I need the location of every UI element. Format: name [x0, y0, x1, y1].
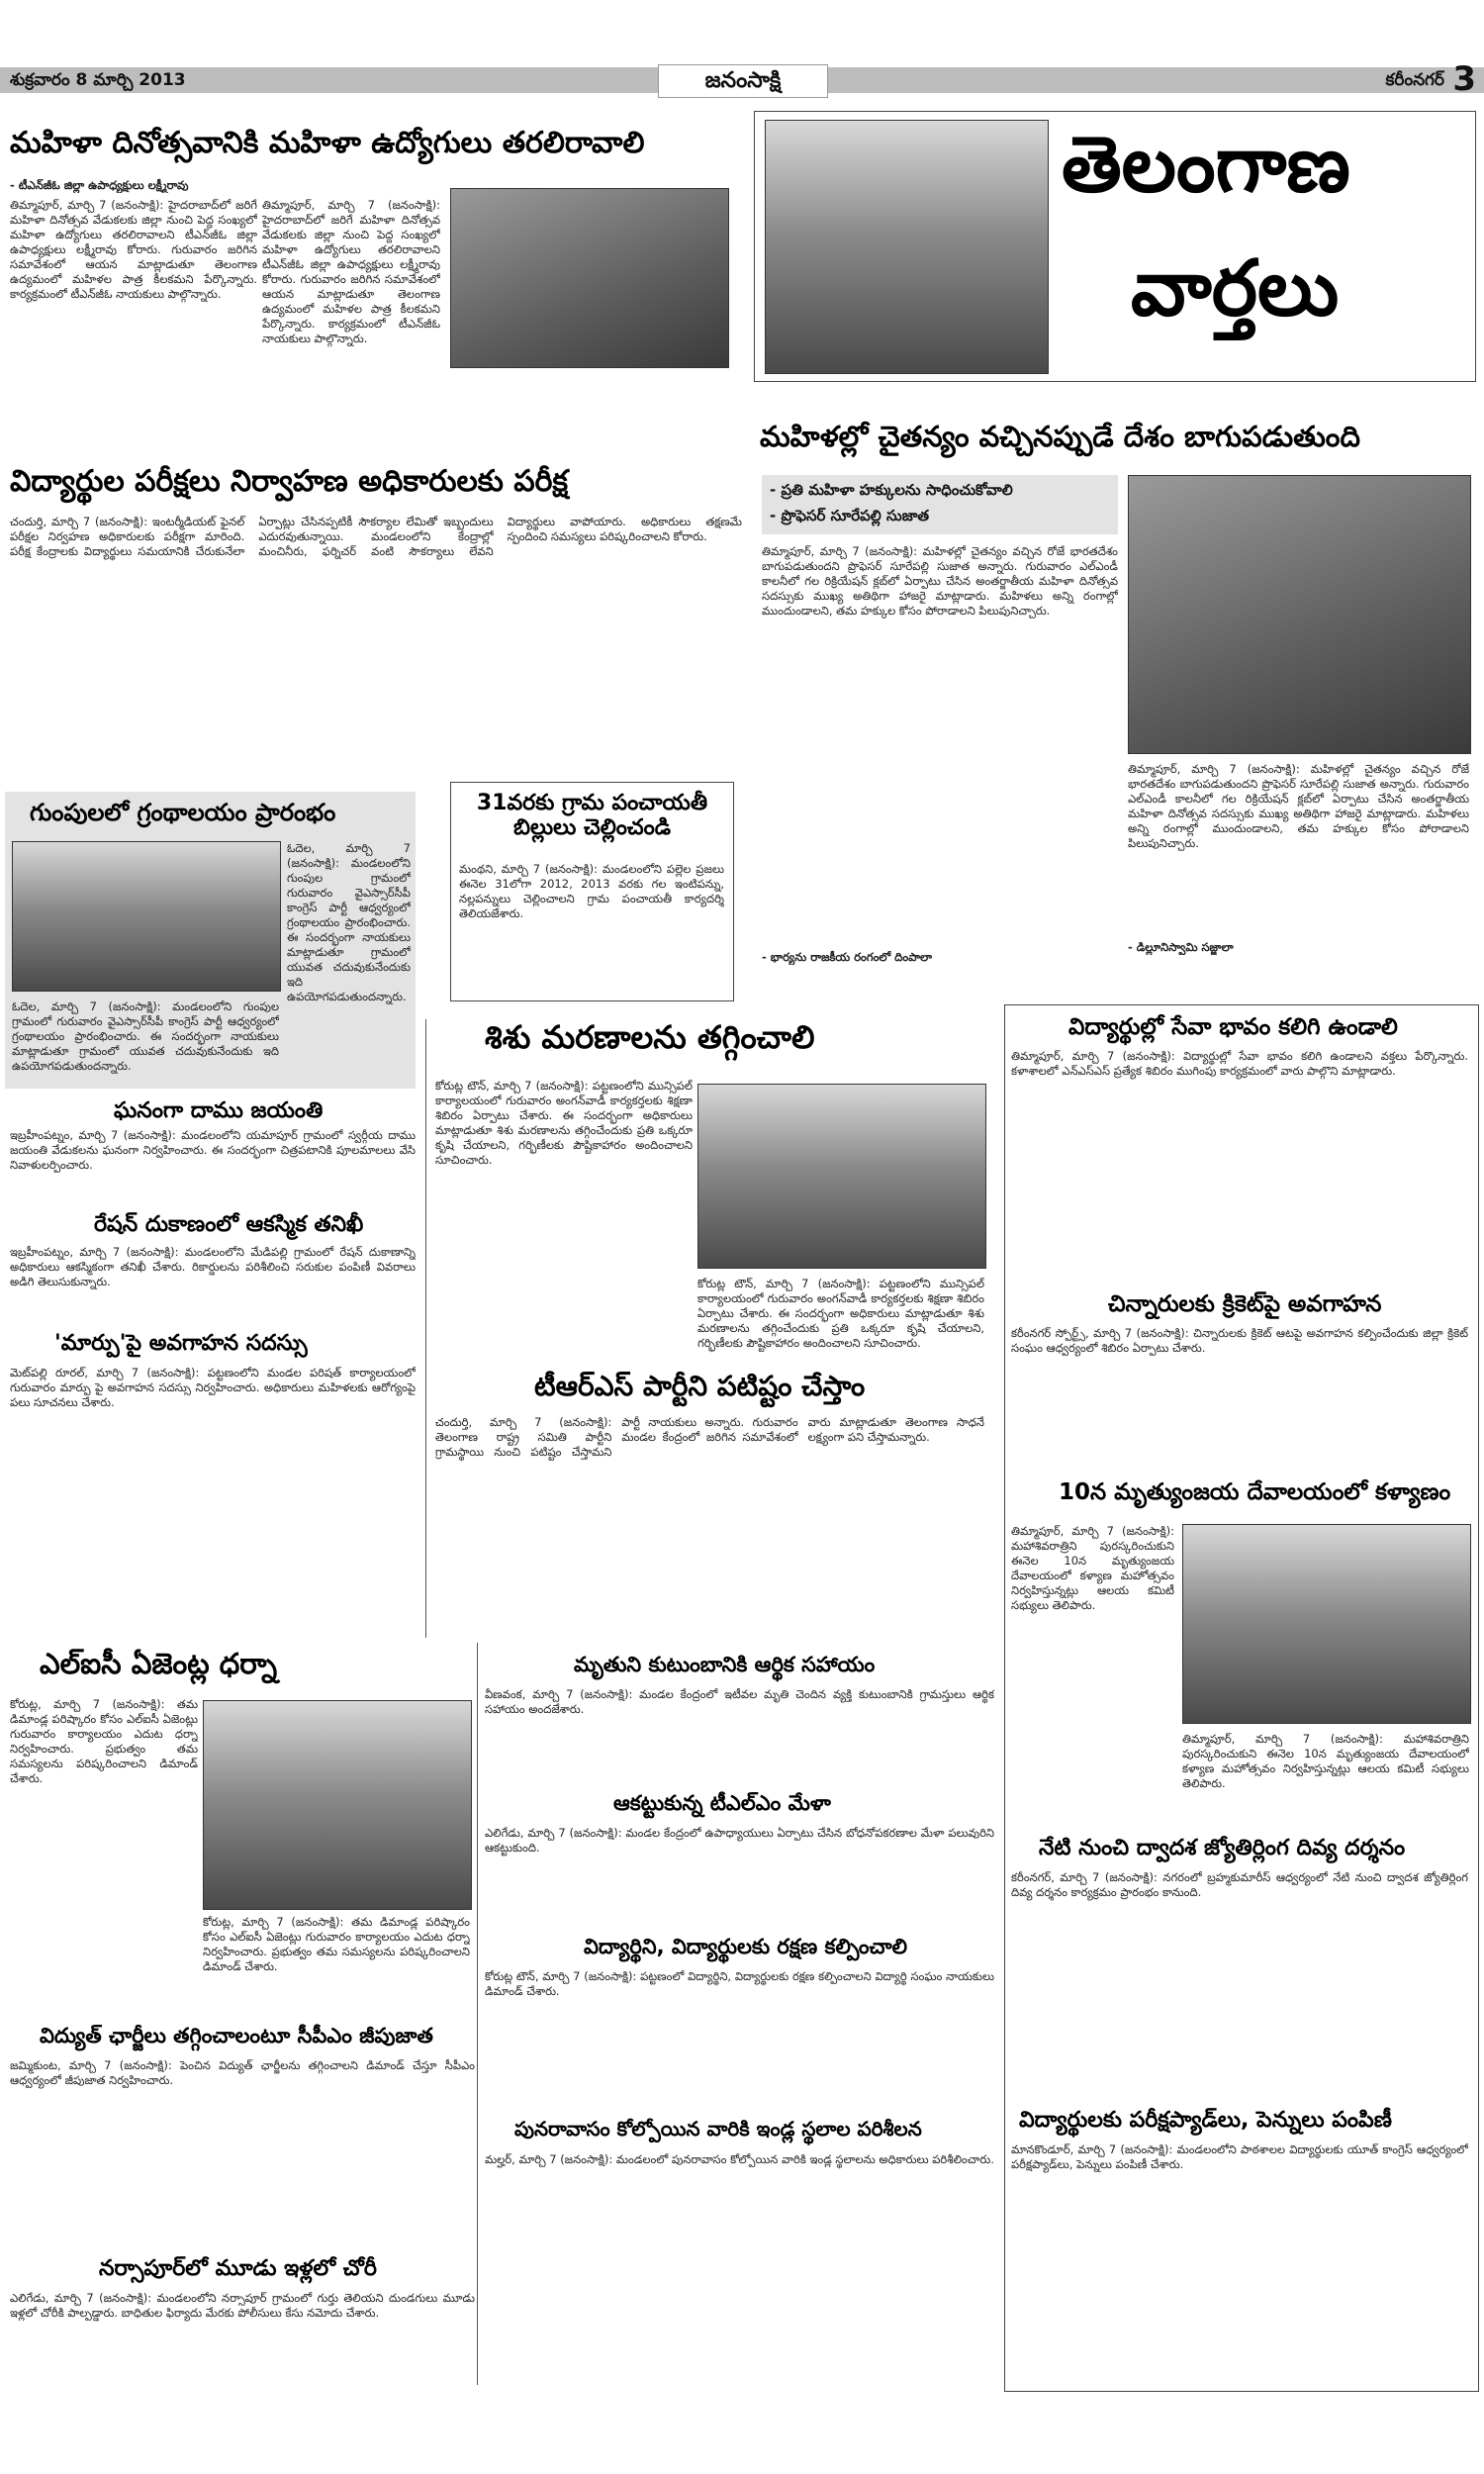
banner-title-line2: వార్తలు — [1131, 244, 1340, 333]
a3-bullets — [762, 475, 1118, 534]
headline-a11: విద్యార్థుల్లో సేవా భావం కలిగి ఉండాలి — [1068, 1014, 1398, 1040]
headline-a1: మహిళా దినోత్సవానికి మహిళా ఉద్యోగులు తరలిరావాలి — [10, 126, 645, 160]
body-a17: వీణవంక, మార్చి 7 (జనంసాక్షి): మండల కేంద్రంలో ఇటీవల మృతి చెందిన వ్యక్తి కుటుంబానికి గ్రామస్తులు ఆర్థిక సహాయం అందజేశారు. — [485, 1687, 994, 1716]
body-a22: ఎలిగేడు, మార్చి 7 (జనంసాక్షి): మండలంలోని నర్సాపూర్ గ్రామంలో గుర్తు తెలియని దుండగులు మూడు ఇళ్లలో చోరీకి పాల్పడ్డారు. బాధితుల ఫిర్యాదు మేరకు పోలీసులు కేసు నమోదు చేశారు. — [10, 2291, 475, 2320]
telangana-banner — [754, 111, 1476, 382]
photo-a4 — [12, 841, 281, 992]
body-a16-b: కోరుట్ల, మార్చి 7 (జనంసాక్షి): తమ డిమాండ్ల పరిష్కారం కోసం ఎల్ఐసీ ఏజెంట్లు గురువారం కార్యాలయం ఎదుట ధర్నా నిర్వహించారు. ప్రభుత్వం తమ సమస్యలను పరిష్కరించాలని డిమాండ్ చేశారు. — [203, 1915, 470, 1973]
body-a15: మానకొండూర్, మార్చి 7 (జనంసాక్షి): మండలంలోని పాఠశాలల విద్యార్థులకు యూత్ కాంగ్రెస్ ఆధ్వర్యంలో పరీక్షప్యాడ్‌లు, పెన్నులు పంపిణీ చేశారు. — [1011, 2142, 1468, 2171]
body-a1-cont: తిమ్మాపూర్, మార్చి 7 (జనంసాక్షి): హైదరాబాద్‌లో జరిగే మహిళా దినోత్సవ వేడుకలకు జిల్లా నుంచి పెద్ద సంఖ్యలో మహిళా ఉద్యోగులు తరలిరావాలని టీఎన్‌జీఓ జిల్లా ఉపాధ్యక్షులు లక్ష్మీరావు కోరారు. గురువారం జరిగిన సమావేశంలో ఆయన మాట్లాడుతూ తెలంగాణ ఉద్యమంలో మహిళల పాత్ర కీలకమని పేర్కొన్నారు. కార్యక్రమంలో టీఎన్‌జీఓ నాయకులు పాల్గొన్నారు. — [262, 198, 440, 345]
headline-a9: 'మార్పు'పై అవగాహన సదస్సు — [54, 1331, 308, 1356]
headline-a16: ఎల్ఐసీ ఏజెంట్ల ధర్నా — [40, 1647, 277, 1680]
headline-a17: మృతుని కుటుంబానికి ఆర్థిక సహాయం — [574, 1653, 876, 1676]
headline-a4: గుంపులలో గ్రంథాలయం ప్రారంభం — [30, 799, 336, 826]
body-a3-right: తిమ్మాపూర్, మార్చి 7 (జనంసాక్షి): మహిళల్లో చైతన్యం వచ్చిన రోజే భారతదేశం బాగుపడుతుందని ప్రొఫెసర్ సూరేపల్లి సుజాత అన్నారు. గురువారం ఎల్‌ఎండీ కాలనీలో గల రిక్రియేషన్ క్లబ్‌లో ఏర్పాటు చేసిన అంతర్జాతీయ మహిళా దినోత్సవ సదస్సుకు ముఖ్య అతిథిగా హాజరై మాట్లాడారు. మహిళలు అన్ని రంగాల్లో ముందుండాలని, తమ హక్కుల కోసం పోరాడాలని పిలుపునిచ్చారు. — [1128, 762, 1469, 850]
headline-a2: విద్యార్థుల పరీక్షలు నిర్వాహణ అధికారులకు పరీక్ష — [10, 464, 569, 499]
banner-title-line1: తెలంగాణ — [1062, 121, 1350, 210]
body-a4: ఓదెల, మార్చి 7 (జనంసాక్షి): మండలంలోని గుంపుల గ్రామంలో గురువారం వైఎస్సార్‌సీపీ కాంగ్రెస్ పార్టీ ఆధ్వర్యంలో గ్రంథాలయం ప్రారంభించారు. ఈ సందర్భంగా నాయకులు మాట్లాడుతూ గ్రామంలో యువత చదువుకునేందుకు ఇది ఉపయోగపడుతుందన్నారు. — [287, 841, 411, 1003]
body-a16: కోరుట్ల, మార్చి 7 (జనంసాక్షి): తమ డిమాండ్ల పరిష్కారం కోసం ఎల్ఐసీ ఏజెంట్లు గురువారం కార్యాలయం ఎదుట ధర్నా నిర్వహించారు. ప్రభుత్వం తమ సమస్యలను పరిష్కరించాలని డిమాండ్ చేశారు. — [10, 1697, 198, 1785]
body-a20: మల్హర్, మార్చి 7 (జనంసాక్షి): మండలంలో పునరావాసం కోల్పోయిన వారికి ఇండ్ల స్థలాలను అధికారులు పరిశీలించారు. — [485, 2152, 994, 2166]
issue-date: శుక్రవారం 8 మార్చి 2013 — [10, 70, 186, 90]
a3-bullet-1: - ప్రతి మహిళా హక్కులను సాధించుకోవాలి — [770, 481, 1013, 499]
body-a13: తిమ్మాపూర్, మార్చి 7 (జనంసాక్షి): మహాశివరాత్రిని పురస్కరించుకుని ఈనెల 10న మృత్యుంజయ దేవాలయంలో కళ్యాణ మహోత్సవం నిర్వహిస్తున్నట్లు ఆలయ కమిటీ సభ్యులు తెలిపారు. — [1011, 1524, 1174, 1612]
masthead: జనంసాక్షి — [658, 64, 828, 98]
body-a3: తిమ్మాపూర్, మార్చి 7 (జనంసాక్షి): మహిళల్లో చైతన్యం వచ్చిన రోజే భారతదేశం బాగుపడుతుందని ప్రొఫెసర్ సూరేపల్లి సుజాత అన్నారు. గురువారం ఎల్‌ఎండీ కాలనీలో గల రిక్రియేషన్ క్లబ్‌లో ఏర్పాటు చేసిన అంతర్జాతీయ మహిళా దినోత్సవ సదస్సుకు ముఖ్య అతిథిగా హాజరై మాట్లాడారు. మహిళలు అన్ని రంగాల్లో ముందుండాలని, తమ హక్కుల కోసం పోరాడాలని పిలుపునిచ్చారు. — [762, 544, 1118, 618]
body-a18: ఎలిగేడు, మార్చి 7 (జనంసాక్షి): మండల కేంద్రంలో ఉపాధ్యాయులు ఏర్పాటు చేసిన బోధనోపకరణాల మేళా పలువురిని ఆకట్టుకుంది. — [485, 1826, 994, 1855]
headline-a15: విద్యార్థులకు పరీక్షప్యాడ్‌లు, పెన్నులు పంపిణీ — [1019, 2108, 1392, 2133]
body-a1: తిమ్మాపూర్, మార్చి 7 (జనంసాక్షి): హైదరాబాద్‌లో జరిగే మహిళా దినోత్సవ వేడుకలకు జిల్లా నుంచి పెద్ద సంఖ్యలో మహిళా ఉద్యోగులు తరలిరావాలని టీఎన్‌జీఓ జిల్లా ఉపాధ్యక్షులు లక్ష్మీరావు కోరారు. గురువారం జరిగిన సమావేశంలో ఆయన మాట్లాడుతూ తెలంగాణ ఉద్యమంలో మహిళల పాత్ర కీలకమని పేర్కొన్నారు. కార్యక్రమంలో టీఎన్‌జీఓ నాయకులు పాల్గొన్నారు. — [10, 198, 257, 301]
body-a19: కోరుట్ల టౌన్, మార్చి 7 (జనంసాక్షి): పట్టణంలో విద్యార్థిని, విద్యార్థులకు రక్షణ కల్పించాలని విద్యార్థి సంఘం నాయకులు డిమాండ్ చేశారు. — [485, 1969, 994, 1998]
a3-footer-1: - భార్యను రాజకీయ రంగంలో దింపాలా — [762, 950, 933, 964]
body-a8: ఇబ్రహీంపట్నం, మార్చి 7 (జనంసాక్షి): మండలంలోని మేడిపల్లి గ్రామంలో రేషన్ దుకాణాన్ని అధికారులు ఆకస్మికంగా తనిఖీ చేశారు. రికార్డులను పరిశీలించి సరుకుల పంపిణీ వివరాలు అడిగి తెలుసుకున్నారు. — [10, 1245, 416, 1288]
photo-a3 — [1128, 475, 1471, 754]
body-a21: జమ్మికుంట, మార్చి 7 (జనంసాక్షి): పెంచిన విద్యుత్ ఛార్జీలను తగ్గించాలని డిమాండ్ చేస్తూ సీపీఎం ఆధ్వర్యంలో జీపుజాత నిర్వహించారు. — [10, 2058, 475, 2087]
headline-a12: చిన్నారులకు క్రికెట్‌పై అవగాహన — [1108, 1291, 1382, 1317]
body-a6: కోరుట్ల టౌన్, మార్చి 7 (జనంసాక్షి): పట్టణంలోని మున్సిపల్ కార్యాలయంలో గురువారం అంగన్‌వాడీ కార్యకర్తలకు శిక్షణా శిబిరం ఏర్పాటు చేశారు. ఈ సందర్భంగా అధికారులు మాట్లాడుతూ శిశు మరణాలను తగ్గించేందుకు ప్రతి ఒక్కరూ కృషి చేయాలని, గర్భిణీలకు పౌష్టికాహారం అందించాలని సూచించారు. — [435, 1079, 693, 1167]
body-a6-b: కోరుట్ల టౌన్, మార్చి 7 (జనంసాక్షి): పట్టణంలోని మున్సిపల్ కార్యాలయంలో గురువారం అంగన్‌వాడీ కార్యకర్తలకు శిక్షణా శిబిరం ఏర్పాటు చేశారు. ఈ సందర్భంగా అధికారులు మాట్లాడుతూ శిశు మరణాలను తగ్గించేందుకు ప్రతి ఒక్కరూ కృషి చేయాలని, గర్భిణీలకు పౌష్టికాహారం అందించాలని సూచించారు. — [697, 1277, 984, 1350]
column-rule — [425, 1019, 426, 1638]
body-a14: కరీంనగర్, మార్చి 7 (జనంసాక్షి): నగరంలో బ్రహ్మకుమారీస్ ఆధ్వర్యంలో నేటి నుంచి ద్వాదశ జ్యోతిర్లింగ దివ్య దర్శనం కార్యక్రమం ప్రారంభం కానుంది. — [1011, 1870, 1468, 1899]
a3-footer-2: - డిల్లూనిస్వామి సజ్జాలా — [1128, 940, 1234, 954]
body-a13-b: తిమ్మాపూర్, మార్చి 7 (జనంసాక్షి): మహాశివరాత్రిని పురస్కరించుకుని ఈనెల 10న మృత్యుంజయ దేవాలయంలో కళ్యాణ మహోత్సవం నిర్వహిస్తున్నట్లు ఆలయ కమిటీ సభ్యులు తెలిపారు. — [1182, 1732, 1469, 1790]
body-a7: ఇబ్రహీంపట్నం, మార్చి 7 (జనంసాక్షి): మండలంలోని యమాపూర్ గ్రామంలో స్వర్గీయ దాము జయంతి వేడుకలను ఘనంగా నిర్వహించారు. ఈ సందర్భంగా చిత్రపటానికి పూలమాలలు వేసి నివాళులర్పించారు. — [10, 1128, 416, 1172]
headline-a8: రేషన్ దుకాణంలో ఆకస్మిక తనిఖీ — [94, 1212, 364, 1237]
page-number: 3 — [1452, 59, 1476, 99]
body-a5: మంథని, మార్చి 7 (జనంసాక్షి): మండలంలోని పల్లెల ప్రజలు ఈనెల 31లోగా 2012, 2013 వరకు గల ఇంటిపన్ను, నల్లపన్నులు చెల్లించాలని గ్రామ పంచాయతీ కార్యదర్శి తెలియజేశారు. — [459, 862, 724, 920]
a5-box — [450, 782, 734, 1001]
edition-city: కరీంనగర్ — [1385, 70, 1444, 90]
headline-a3: మహిళల్లో చైతన్యం వచ్చినప్పుడే దేశం బాగుపడుతుంది — [760, 420, 1360, 453]
body-a10: చందుర్తి, మార్చి 7 (జనంసాక్షి): తెలంగాణ రాష్ట్ర సమితి పార్టీని గ్రామస్థాయి నుంచి పటిష్టం చేస్తామని పార్టీ నాయకులు అన్నారు. గురువారం మండల కేంద్రంలో జరిగిన సమావేశంలో వారు మాట్లాడుతూ తెలంగాణ సాధనే లక్ష్యంగా పని చేస్తామన్నారు. — [435, 1415, 984, 1459]
byline-a1: - టీఎన్‌జీఓ జిల్లా ఉపాధ్యక్షులు లక్ష్మీరావు — [10, 178, 189, 192]
photo-a6 — [697, 1084, 986, 1269]
headline-a14: నేటి నుంచి ద్వాదశ జ్యోతిర్లింగ దివ్య దర్శనం — [1039, 1836, 1406, 1860]
photo-a13 — [1182, 1524, 1471, 1724]
a3-bullet-2: - ప్రొఫెసర్ సూరేపల్లి సుజాత — [770, 507, 930, 524]
headline-a21: విద్యుత్ ఛార్జీలు తగ్గించాలంటూ సీపీఎం జీపుజాత — [40, 2024, 433, 2047]
headline-a5: 31వరకు గ్రామ పంచాయతీ బిల్లులు చెల్లించండి — [476, 791, 708, 841]
banner-fort-photo — [765, 120, 1049, 374]
headline-a7: ఘనంగా దాము జయంతి — [114, 1098, 324, 1123]
photo-a16 — [203, 1700, 472, 1910]
body-a11: తిమ్మాపూర్, మార్చి 7 (జనంసాక్షి): విద్యార్థుల్లో సేవా భావం కలిగి ఉండాలని వక్తలు పేర్కొన్నారు. కళాశాలలో ఎన్ఎస్ఎస్ ప్రత్యేక శిబిరం ముగింపు కార్యక్రమంలో వారు పాల్గొని మాట్లాడారు. — [1011, 1049, 1468, 1078]
headline-a18: ఆకట్టుకున్న టీఎల్ఎం మేళా — [613, 1791, 831, 1815]
headline-a20: పునరావాసం కోల్పోయిన వారికి ఇండ్ల స్థలాల పరిశీలన — [514, 2117, 922, 2141]
column-rule — [477, 1643, 478, 2385]
headline-a6: శిశు మరణాలను తగ్గించాలి — [485, 1018, 815, 1056]
body-a12: కరీంనగర్ స్పోర్ట్స్, మార్చి 7 (జనంసాక్షి): చిన్నారులకు క్రికెట్ ఆటపై అవగాహన కల్పించేందుకు జిల్లా క్రికెట్ సంఘం ఆధ్వర్యంలో శిబిరం ఏర్పాటు చేశారు. — [1011, 1326, 1468, 1355]
photo-a1 — [450, 188, 729, 368]
headline-a10: టీఆర్ఎస్ పార్టీని పటిష్టం చేస్తాం — [534, 1370, 866, 1402]
headline-a22: నర్సాపూర్‌లో మూడు ఇళ్లలో చోరీ — [99, 2256, 377, 2281]
body-a9: మెట్‌పల్లి రూరల్, మార్చి 7 (జనంసాక్షి): పట్టణంలోని మండల పరిషత్ కార్యాలయంలో గురువారం మార్పు పై అవగాహన సదస్సు నిర్వహించారు. అధికారులు మహిళలకు ఆరోగ్యంపై పలు సూచనలు చేశారు. — [10, 1366, 416, 1409]
headline-a13: 10న మృత్యుంజయ దేవాలయంలో కళ్యాణం — [1059, 1479, 1451, 1505]
body-a4-b: ఓదెల, మార్చి 7 (జనంసాక్షి): మండలంలోని గుంపుల గ్రామంలో గురువారం వైఎస్సార్‌సీపీ కాంగ్రెస్ పార్టీ ఆధ్వర్యంలో గ్రంథాలయం ప్రారంభించారు. ఈ సందర్భంగా నాయకులు మాట్లాడుతూ గ్రామంలో యువత చదువుకునేందుకు ఇది ఉపయోగపడుతుందన్నారు. — [12, 999, 279, 1073]
headline-a19: విద్యార్థిని, విద్యార్థులకు రక్షణ కల్పించాలి — [584, 1935, 908, 1958]
body-a2: చందుర్తి, మార్చి 7 (జనంసాక్షి): ఇంటర్మీడియట్ ఫైనల్ పరీక్షల నిర్వహణ అధికారులకు పరీక్షగా మారింది. పరీక్ష కేంద్రాలకు విద్యార్థులు సమయానికి చేరుకునేలా ఏర్పాట్లు చేసినప్పటికీ సౌకర్యాల లేమితో ఇబ్బందులు ఎదురవుతున్నాయి. మండలంలోని కేంద్రాల్లో మంచినీరు, ఫర్నిచర్ వంటి సౌకర్యాలు లేవని విద్యార్థులు వాపోయారు. అధికారులు తక్షణమే స్పందించి సమస్యలు పరిష్కరించాలని కోరారు. — [10, 515, 742, 558]
